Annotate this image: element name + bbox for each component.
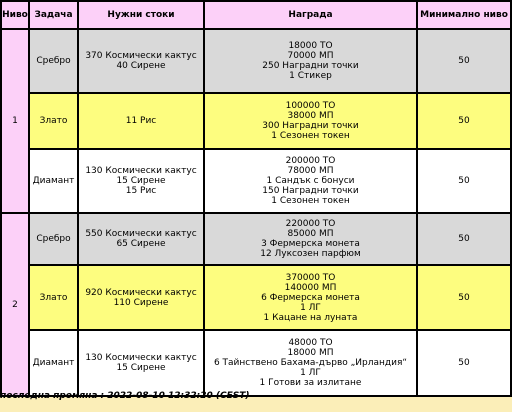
- reward-line: 220000 ТО: [285, 219, 336, 229]
- header-level: Ниво: [1, 1, 29, 29]
- reward-line: 140000 МП: [284, 282, 337, 293]
- last-modified-footer: последна промяна : 2022-08-10 12:32:20 (CEST): [0, 391, 250, 401]
- reward-line: 3 Фермерска монета: [261, 239, 360, 249]
- reward-line: 1 Кацане на луната: [263, 312, 358, 323]
- item-line: 130 Космически кактус: [85, 353, 197, 363]
- reward-line: 250 Наградни точки: [262, 61, 359, 71]
- reward-line: 85000 МП: [287, 229, 334, 239]
- item-line: 65 Сирене: [116, 239, 166, 249]
- task-cell: Диамант: [29, 330, 78, 396]
- reward-line: 6 Фермерска монета: [261, 292, 360, 303]
- min-level-cell: 50: [417, 265, 511, 330]
- table-row: [1, 265, 511, 330]
- reward-cell: [204, 29, 417, 93]
- reward-line: 300 Наградни точки: [262, 121, 359, 131]
- items-cell: [78, 330, 204, 396]
- reward-line: 38000 МП: [287, 111, 334, 121]
- reward-line: 370000 ТО: [285, 272, 336, 283]
- reward-line: 150 Наградни точки: [262, 186, 359, 196]
- min-level-cell: 50: [417, 213, 511, 265]
- reward-line: 12 Луксозен парфюм: [260, 249, 361, 259]
- task-cell: Сребро: [29, 29, 78, 93]
- reward-line: 48000 ТО: [288, 338, 333, 348]
- table-row: [1, 93, 511, 149]
- item-line: 130 Космически кактус: [85, 166, 197, 176]
- item-line: 40 Сирене: [116, 61, 166, 71]
- item-line: 15 Рис: [125, 186, 157, 196]
- task-cell: Диамант: [29, 149, 78, 213]
- items-cell: [78, 265, 204, 330]
- reward-line: 200000 ТО: [285, 156, 336, 166]
- item-line: 15 Сирене: [116, 176, 166, 186]
- reward-line: 1 Сезонен токен: [271, 196, 350, 206]
- item-line: 370 Космически кактус: [85, 51, 197, 61]
- min-level-cell: 50: [417, 93, 511, 149]
- table-row: [1, 330, 511, 396]
- reward-line: 1 Готови за излитане: [259, 378, 362, 388]
- reward-line: 18000 МП: [287, 348, 334, 358]
- reward-cell: [204, 149, 417, 213]
- reward-line: 1 Сезонен токен: [271, 131, 350, 141]
- reward-line: 78000 МП: [287, 166, 334, 176]
- reward-line: 70000 МП: [287, 51, 334, 61]
- tasks-body: [1, 29, 511, 396]
- items-cell: [78, 149, 204, 213]
- reward-cell: [204, 265, 417, 330]
- reward-line: 6 Тайнствено Бахама-дърво „Ирландия“: [213, 358, 408, 368]
- items-cell: [78, 93, 204, 149]
- header-row: [1, 1, 511, 29]
- reward-cell: [204, 330, 417, 396]
- reward-line: 1 ЛГ: [300, 368, 321, 378]
- header-items: Нужни стоки: [78, 1, 204, 29]
- min-level-cell: 50: [417, 29, 511, 93]
- table-row: [1, 29, 511, 93]
- items-cell: [78, 29, 204, 93]
- item-line: 920 Космически кактус: [85, 287, 197, 298]
- item-line: 550 Космически кактус: [85, 229, 197, 239]
- reward-cell: [204, 93, 417, 149]
- items-cell: [78, 213, 204, 265]
- task-cell: Сребро: [29, 213, 78, 265]
- item-line: 15 Сирене: [116, 363, 166, 373]
- table-row: [1, 213, 511, 265]
- reward-line: 100000 ТО: [285, 101, 336, 111]
- reward-line: 1 ЛГ: [300, 302, 321, 313]
- reward-cell: [204, 213, 417, 265]
- level-cell: 2: [1, 213, 29, 396]
- header-reward: Награда: [204, 1, 417, 29]
- task-cell: Злато: [29, 93, 78, 149]
- reward-line: 18000 ТО: [288, 41, 333, 51]
- reward-line: 1 Стикер: [289, 71, 332, 81]
- min-level-cell: 50: [417, 330, 511, 396]
- task-cell: Злато: [29, 265, 78, 330]
- item-line: 110 Сирене: [113, 297, 169, 308]
- level-cell: 1: [1, 29, 29, 213]
- header-task: Задача: [29, 1, 78, 29]
- min-level-cell: 50: [417, 149, 511, 213]
- header-min-level: Минимално ниво: [417, 1, 511, 29]
- reward-line: 1 Сандък с бонуси: [266, 176, 355, 186]
- item-line: 11 Рис: [125, 116, 157, 126]
- table-row: [1, 149, 511, 213]
